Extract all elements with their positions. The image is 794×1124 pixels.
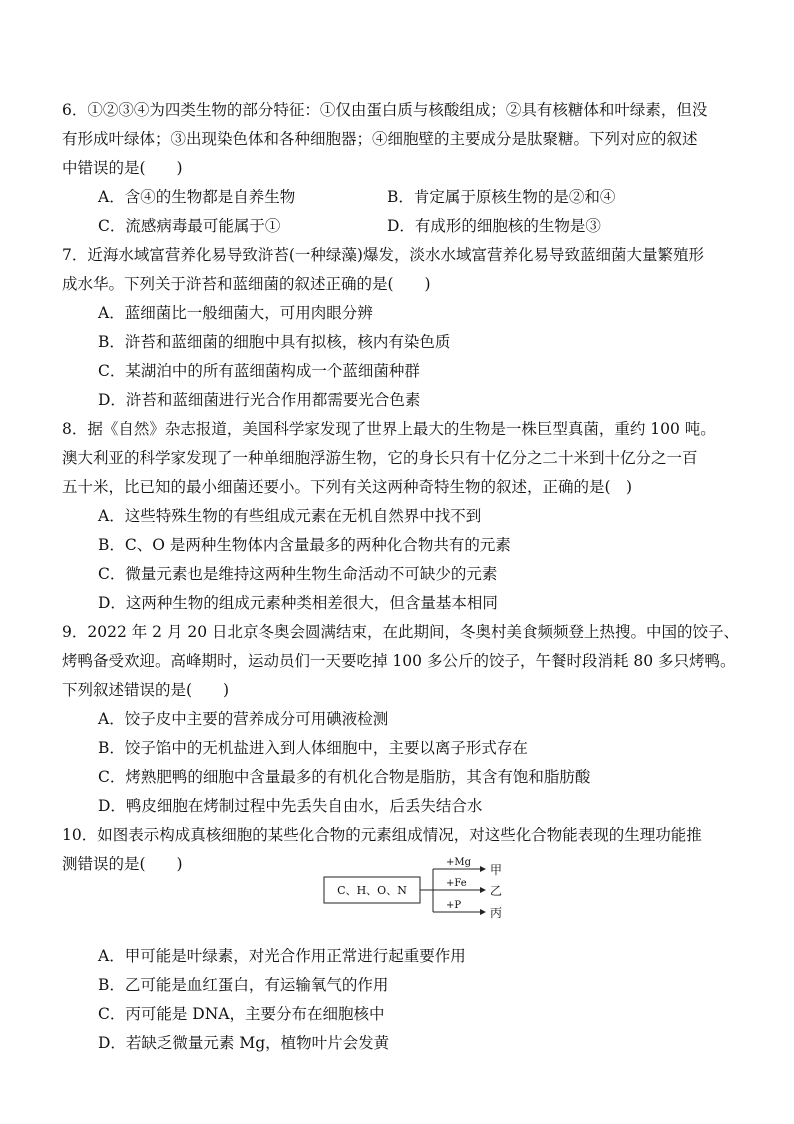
q6-stem-line2: 有形成叶绿体；③出现染色体和各种细胞器；④细胞壁的主要成分是肽聚糖。下列对应的叙述 <box>62 130 698 148</box>
q9-option-c: C．烤熟肥鸭的细胞中含量最多的有机化合物是脂肪，其含有饱和脂肪酸 <box>98 768 591 786</box>
q8-option-b: B．C、O 是两种生物体内含量最多的两种化合物共有的元素 <box>98 536 511 554</box>
arrow-head-2 <box>480 887 486 893</box>
q6-stem-line1: 6．①②③④为四类生物的部分特征：①仅由蛋白质与核酸组成；②具有核糖体和叶绿素，但没 <box>62 101 708 119</box>
q9-stem-line1: 9．2022 年 2 月 20 日北京冬奥会圆满结束，在此期间，冬奥村美食频频登上热搜。中国的饺子、 <box>62 623 740 641</box>
q9-stem-line2: 烤鸭备受欢迎。高峰期时，运动员们一天要吃掉 100 多公斤的饺子，午餐时段消耗 80 多只烤鸭。 <box>62 652 736 670</box>
arrow-head-3 <box>480 909 486 915</box>
q9-option-a: A．饺子皮中主要的营养成分可用碘液检测 <box>98 710 389 728</box>
q7-option-b: B．浒苔和蓝细菌的细胞中具有拟核，核内有染色质 <box>98 333 451 351</box>
branch-target-3: 丙 <box>490 906 503 920</box>
q10-option-b: B．乙可能是血红蛋白，有运输氧气的作用 <box>98 976 389 994</box>
q6-option-b: B．肯定属于原核生物的是②和④ <box>387 188 616 206</box>
q7-stem-line1: 7．近海水域富营养化易导致浒苔(一种绿藻)爆发，淡水水域富营养化易导致蓝细菌大量繁殖形 <box>62 246 704 264</box>
q8-option-c: C．微量元素也是维持这两种生物生命活动不可缺少的元素 <box>98 565 498 583</box>
q8-stem-line1: 8．据《自然》杂志报道，美国科学家发现了世界上最大的生物是一株巨型真菌，重约 100 吨。 <box>62 420 716 438</box>
q7-option-d: D．浒苔和蓝细菌进行光合作用都需要光合色素 <box>98 391 421 409</box>
q8-stem-line3: 五十米，比已知的最小细菌还要小。下列有关这两种奇特生物的叙述，正确的是( ) <box>62 478 633 496</box>
q6-stem-line3: 中错误的是( ) <box>62 159 183 177</box>
q7-stem-line2: 成水华。下列关于浒苔和蓝细菌的叙述正确的是( ) <box>62 275 431 293</box>
q8-stem-line2: 澳大利亚的科学家发现了一种单细胞浮游生物，它的身长只有十亿分之二十米到十亿分之一百 <box>62 449 698 467</box>
branch-add-2: +Fe <box>446 878 467 889</box>
q10-stem-line1: 10．如图表示构成真核细胞的某些化合物的元素组成情况，对这些化合物能表现的生理功能推 <box>62 826 702 844</box>
q10-option-c: C．丙可能是 DNA，主要分布在细胞核中 <box>98 1005 385 1023</box>
q8-option-a: A．这些特殊生物的有些组成元素在无机自然界中找不到 <box>98 507 482 525</box>
q9-stem-line3: 下列叙述错误的是( ) <box>62 681 230 699</box>
arrow-head-1 <box>480 866 486 872</box>
q10-option-a: A．甲可能是叶绿素，对光合作用正常进行起重要作用 <box>98 947 466 965</box>
q10-option-d: D．若缺乏微量元素 Mg，植物叶片会发黄 <box>98 1034 390 1052</box>
q6-option-c: C．流感病毒最可能属于① <box>98 217 281 235</box>
q8-option-d: D．这两种生物的组成元素种类相差很大，但含量基本相同 <box>98 594 498 612</box>
q6-option-d: D．有成形的细胞核的生物是③ <box>387 217 601 235</box>
branch-target-2: 乙 <box>490 884 503 898</box>
q7-option-c: C．某湖泊中的所有蓝细菌构成一个蓝细菌种群 <box>98 362 420 380</box>
element-composition-diagram <box>320 853 510 923</box>
branch-add-3: +P <box>446 900 462 911</box>
q10-stem-line2: 测错误的是( ) <box>62 855 183 873</box>
branch-target-1: 甲 <box>490 863 503 877</box>
q7-option-a: A．蓝细菌比一般细菌大，可用肉眼分辨 <box>98 304 373 322</box>
q9-option-b: B．饺子馅中的无机盐进入到人体细胞中，主要以离子形式存在 <box>98 739 528 757</box>
source-label: C、H、O、N <box>337 884 407 897</box>
q6-option-a: A．含④的生物都是自养生物 <box>98 188 296 206</box>
branch-add-1: +Mg <box>446 857 472 868</box>
q9-option-d: D．鸭皮细胞在烤制过程中先丢失自由水，后丢失结合水 <box>98 797 483 815</box>
